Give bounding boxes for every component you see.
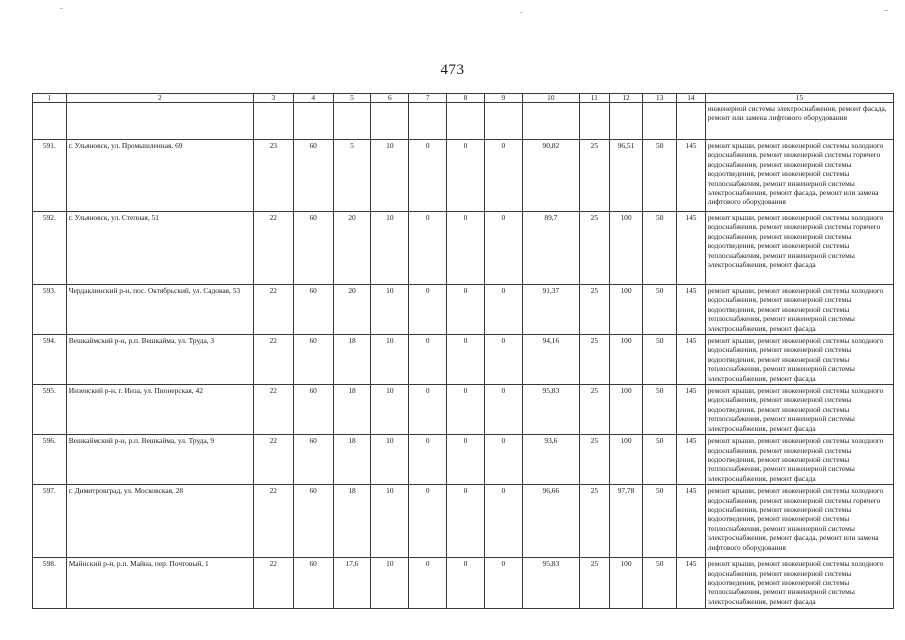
value-cell: 25 xyxy=(580,385,610,435)
value-cell: 25 xyxy=(580,212,610,285)
col-header: 1 xyxy=(33,94,67,103)
table-row xyxy=(33,212,894,285)
table-row xyxy=(33,435,894,485)
value-cell: 97,78 xyxy=(609,485,643,558)
value-cell: 0 xyxy=(447,140,485,212)
value-cell: 0 xyxy=(409,335,447,385)
value-cell: 60 xyxy=(293,335,333,385)
value-cell: 0 xyxy=(447,558,485,609)
col-header: 4 xyxy=(293,94,333,103)
value-cell: 145 xyxy=(677,558,706,609)
value-cell: 25 xyxy=(580,435,610,485)
col-header: 11 xyxy=(580,94,610,103)
value-cell: 0 xyxy=(409,558,447,609)
value-cell: 22 xyxy=(253,435,293,485)
value-cell: 145 xyxy=(677,385,706,435)
value-cell: 10 xyxy=(371,558,409,609)
value-cell: 100 xyxy=(609,385,643,435)
value-cell: 145 xyxy=(677,285,706,335)
value-cell: 0 xyxy=(409,435,447,485)
value-cell: 22 xyxy=(253,558,293,609)
value-cell: 145 xyxy=(677,140,706,212)
value-cell: 0 xyxy=(484,212,522,285)
value-cell: 100 xyxy=(609,435,643,485)
row-number: 591. xyxy=(33,140,67,212)
value-cell: 95,83 xyxy=(522,385,579,435)
value-cell: 145 xyxy=(677,335,706,385)
value-cell: 5 xyxy=(333,140,371,212)
value-cell: 18 xyxy=(333,335,371,385)
value-cell: 17,6 xyxy=(333,558,371,609)
value-cell: 10 xyxy=(371,335,409,385)
housing-repair-table xyxy=(32,93,894,609)
value-cell: 0 xyxy=(447,485,485,558)
value-cell: 0 xyxy=(484,140,522,212)
value-cell: 0 xyxy=(409,485,447,558)
value-cell: 100 xyxy=(609,558,643,609)
value-cell: 10 xyxy=(371,140,409,212)
value-cell: 20 xyxy=(333,212,371,285)
value-cell: 0 xyxy=(484,435,522,485)
col-header: 6 xyxy=(371,94,409,103)
value-cell: 89,7 xyxy=(522,212,579,285)
works-cell: ремонт крыши, ремонт инженерной системы холодного водоснабжения, ремонт инженерной системы горячего водоснабжения, ремонт инженерной системы водоотведения, ремонт инженерной системы теплоснабжения, ремонт инженерной системы электроснабжения, ремонт фасада, ремонт или замена лифтового оборудования xyxy=(705,485,893,558)
value-cell: 25 xyxy=(580,335,610,385)
value-cell: 10 xyxy=(371,435,409,485)
value-cell: 22 xyxy=(253,335,293,385)
value-cell: 60 xyxy=(293,140,333,212)
value-cell: 60 xyxy=(293,435,333,485)
value-cell: 50 xyxy=(643,335,677,385)
value-cell: 22 xyxy=(253,285,293,335)
value-cell: 10 xyxy=(371,212,409,285)
value-cell: 10 xyxy=(371,285,409,335)
value-cell: 50 xyxy=(643,558,677,609)
col-header: 15 xyxy=(705,94,893,103)
works-cell: ремонт крыши, ремонт инженерной системы холодного водоснабжения, ремонт инженерной системы водоотведения, ремонт инженерной системы теплоснабжения, ремонт инженерной системы электроснабжения, ремонт фасада xyxy=(705,385,893,435)
value-cell: 23 xyxy=(253,140,293,212)
value-cell: 0 xyxy=(447,285,485,335)
row-number: 595. xyxy=(33,385,67,435)
works-cell: ремонт крыши, ремонт инженерной системы холодного водоснабжения, ремонт инженерной системы водоотведения, ремонт инженерной системы теплоснабжения, ремонт инженерной системы электроснабжения, ремонт фасада xyxy=(705,335,893,385)
page-number: 473 xyxy=(440,62,465,78)
table-row xyxy=(33,558,894,609)
value-cell: 60 xyxy=(293,285,333,335)
value-cell: 100 xyxy=(609,335,643,385)
value-cell: 22 xyxy=(253,385,293,435)
value-cell: 100 xyxy=(609,285,643,335)
value-cell: 95,83 xyxy=(522,558,579,609)
address-cell: г. Димитровград, ул. Московская, 28 xyxy=(66,485,253,558)
value-cell: 100 xyxy=(609,212,643,285)
value-cell: 50 xyxy=(643,435,677,485)
row-number: 593. xyxy=(33,285,67,335)
works-cell: ремонт крыши, ремонт инженерной системы холодного водоснабжения, ремонт инженерной системы водоотведения, ремонт инженерной системы теплоснабжения, ремонт инженерной системы электроснабжения, ремонт фасада xyxy=(705,285,893,335)
value-cell: 18 xyxy=(333,435,371,485)
works-cell: ремонт крыши, ремонт инженерной системы холодного водоснабжения, ремонт инженерной системы водоотведения, ремонт инженерной системы теплоснабжения, ремонт инженерной системы электроснабжения, ремонт фасада xyxy=(705,435,893,485)
works-cell: инженерной системы электроснабжения, ремонт фасада, ремонт или замена лифтового оборудования xyxy=(705,103,893,140)
address-cell: г. Ульяновск, ул. Промышленная, 69 xyxy=(66,140,253,212)
value-cell: 60 xyxy=(293,385,333,435)
row-number: 592. xyxy=(33,212,67,285)
value-cell: 10 xyxy=(371,485,409,558)
value-cell: 0 xyxy=(409,285,447,335)
value-cell: 94,16 xyxy=(522,335,579,385)
works-cell: ремонт крыши, ремонт инженерной системы холодного водоснабжения, ремонт инженерной системы водоотведения, ремонт инженерной системы теплоснабжения, ремонт инженерной системы электроснабжения, ремонт фасада xyxy=(705,558,893,609)
col-header: 8 xyxy=(447,94,485,103)
works-cell: ремонт крыши, ремонт инженерной системы холодного водоснабжения, ремонт инженерной системы горячего водоснабжения, ремонт инженерной системы водоотведения, ремонт инженерной системы теплоснабжения, ремонт инженерной системы электроснабжения, ремонт фасада xyxy=(705,212,893,285)
value-cell: 91,37 xyxy=(522,285,579,335)
value-cell: 0 xyxy=(447,212,485,285)
col-header: 10 xyxy=(522,94,579,103)
value-cell: 50 xyxy=(643,212,677,285)
table-row xyxy=(33,385,894,435)
value-cell: 0 xyxy=(409,140,447,212)
value-cell: 0 xyxy=(447,335,485,385)
col-header: 3 xyxy=(253,94,293,103)
value-cell: 50 xyxy=(643,385,677,435)
address-cell: Вешкаймский р-н, р.п. Вешкайма, ул. Труда, 9 xyxy=(66,435,253,485)
address-cell: Чердаклинский р-н, пос. Октябрьский, ул. Садовая, 53 xyxy=(66,285,253,335)
value-cell: 96,66 xyxy=(522,485,579,558)
value-cell: 0 xyxy=(484,485,522,558)
value-cell: 0 xyxy=(409,385,447,435)
value-cell: 25 xyxy=(580,140,610,212)
value-cell: 25 xyxy=(580,558,610,609)
value-cell: 0 xyxy=(484,335,522,385)
value-cell: 145 xyxy=(677,435,706,485)
row-number: 594. xyxy=(33,335,67,385)
address-cell: г. Ульяновск, ул. Степная, 51 xyxy=(66,212,253,285)
value-cell: 10 xyxy=(371,385,409,435)
value-cell: 50 xyxy=(643,140,677,212)
value-cell: 20 xyxy=(333,285,371,335)
address-cell: Вешкаймский р-н, р.п. Вешкайма, ул. Труда, 3 xyxy=(66,335,253,385)
works-cell: ремонт крыши, ремонт инженерной системы холодного водоснабжения, ремонт инженерной системы горячего водоснабжения, ремонт инженерной системы водоотведения, ремонт инженерной системы теплоснабжения, ремонт инженерной системы электроснабжения, ремонт фасада, ремонт или замена лифтового оборудования xyxy=(705,140,893,212)
table-row xyxy=(33,140,894,212)
value-cell: 18 xyxy=(333,485,371,558)
row-number: 596. xyxy=(33,435,67,485)
header-row xyxy=(33,94,894,103)
value-cell: 90,82 xyxy=(522,140,579,212)
value-cell: 0 xyxy=(484,285,522,335)
value-cell: 60 xyxy=(293,558,333,609)
col-header: 7 xyxy=(409,94,447,103)
col-header: 9 xyxy=(484,94,522,103)
value-cell: 96,51 xyxy=(609,140,643,212)
value-cell: 0 xyxy=(409,212,447,285)
value-cell: 60 xyxy=(293,485,333,558)
row-number: 598. xyxy=(33,558,67,609)
col-header: 13 xyxy=(643,94,677,103)
value-cell: 93,6 xyxy=(522,435,579,485)
value-cell: 0 xyxy=(484,558,522,609)
col-header: 2 xyxy=(66,94,253,103)
table-row xyxy=(33,285,894,335)
continuation-row xyxy=(33,103,894,140)
table-row xyxy=(33,335,894,385)
value-cell: 0 xyxy=(447,385,485,435)
value-cell: 145 xyxy=(677,485,706,558)
value-cell: 22 xyxy=(253,485,293,558)
value-cell: 0 xyxy=(447,435,485,485)
address-cell: Инзенский р-н, г. Инза, ул. Пионерская, 42 xyxy=(66,385,253,435)
address-cell: Майнский р-н, р.п. Майна, пер. Почтовый, 1 xyxy=(66,558,253,609)
value-cell: 60 xyxy=(293,212,333,285)
value-cell: 25 xyxy=(580,285,610,335)
value-cell: 0 xyxy=(484,385,522,435)
col-header: 5 xyxy=(333,94,371,103)
col-header: 12 xyxy=(609,94,643,103)
value-cell: 145 xyxy=(677,212,706,285)
value-cell: 25 xyxy=(580,485,610,558)
table-row xyxy=(33,485,894,558)
value-cell: 22 xyxy=(253,212,293,285)
value-cell: 18 xyxy=(333,385,371,435)
value-cell: 50 xyxy=(643,285,677,335)
col-header: 14 xyxy=(677,94,706,103)
row-number: 597. xyxy=(33,485,67,558)
value-cell: 50 xyxy=(643,485,677,558)
